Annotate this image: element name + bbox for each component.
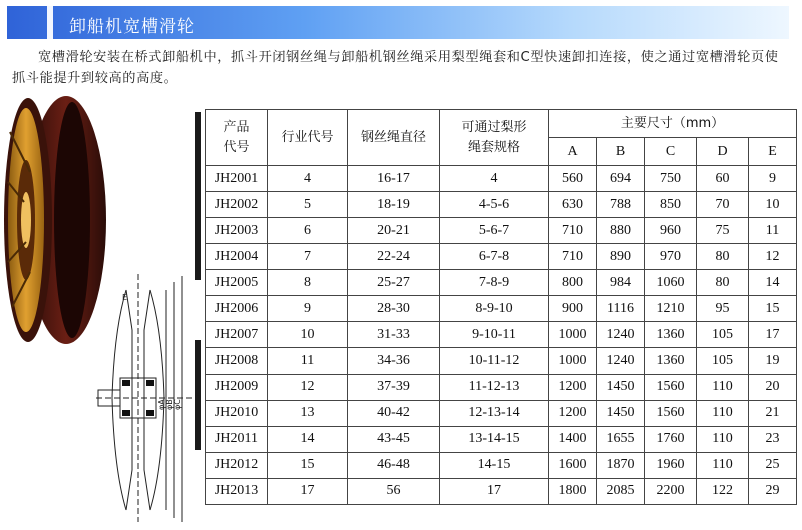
cell-product-code: JH2008 <box>206 348 268 374</box>
cell-dim-b: 694 <box>597 166 645 192</box>
cell-dim-a: 630 <box>549 192 597 218</box>
cell-industry-code: 6 <box>268 218 348 244</box>
cell-sleeve-spec: 5-6-7 <box>440 218 549 244</box>
cell-dim-e: 20 <box>749 374 797 400</box>
cell-dim-e: 25 <box>749 452 797 478</box>
header-dim-a: A <box>549 138 597 166</box>
cell-dim-e: 19 <box>749 348 797 374</box>
table-row <box>206 244 797 270</box>
cell-product-code: JH2003 <box>206 218 268 244</box>
cell-industry-code: 4 <box>268 166 348 192</box>
header-rope-diameter: 钢丝绳直径 <box>348 110 440 166</box>
cell-rope-diameter: 31-33 <box>348 322 440 348</box>
page-title: 卸船机宽槽滑轮 <box>69 17 195 37</box>
cell-sleeve-spec: 12-13-14 <box>440 400 549 426</box>
header-sleeve-line1: 可通过梨形 <box>461 119 527 135</box>
cell-rope-diameter: 37-39 <box>348 374 440 400</box>
dim-label-a: φA <box>157 399 166 410</box>
cell-dim-a: 900 <box>549 296 597 322</box>
cell-product-code: JH2001 <box>206 166 268 192</box>
cell-sleeve-spec: 8-9-10 <box>440 296 549 322</box>
cell-dim-b: 1655 <box>597 426 645 452</box>
cell-dim-a: 1200 <box>549 374 597 400</box>
cell-industry-code: 11 <box>268 348 348 374</box>
header-dim-c: C <box>645 138 697 166</box>
header-product-code-line2: 代号 <box>223 139 250 155</box>
header-accent-mark <box>47 6 53 39</box>
cell-dim-e: 23 <box>749 426 797 452</box>
cell-industry-code: 9 <box>268 296 348 322</box>
table-row <box>206 400 797 426</box>
cell-dim-b: 788 <box>597 192 645 218</box>
cell-dim-a: 800 <box>549 270 597 296</box>
header-sleeve-spec <box>440 110 549 166</box>
cell-dim-e: 10 <box>749 192 797 218</box>
cell-dim-c: 1360 <box>645 348 697 374</box>
cell-industry-code: 17 <box>268 478 348 504</box>
cell-dim-c: 1560 <box>645 374 697 400</box>
cell-rope-diameter: 22-24 <box>348 244 440 270</box>
cell-dim-d: 110 <box>697 452 749 478</box>
cell-sleeve-spec: 9-10-11 <box>440 322 549 348</box>
cell-dim-c: 1360 <box>645 322 697 348</box>
table-row <box>206 322 797 348</box>
cell-dim-e: 29 <box>749 478 797 504</box>
cell-dim-d: 110 <box>697 426 749 452</box>
cell-product-code: JH2013 <box>206 478 268 504</box>
cell-sleeve-spec: 4 <box>440 166 549 192</box>
cell-product-code: JH2006 <box>206 296 268 322</box>
cell-dim-a: 1000 <box>549 322 597 348</box>
cell-sleeve-spec: 17 <box>440 478 549 504</box>
cell-dim-b: 1240 <box>597 322 645 348</box>
spec-table-body <box>206 166 797 505</box>
cell-rope-diameter: 43-45 <box>348 426 440 452</box>
cell-dim-b: 890 <box>597 244 645 270</box>
cell-rope-diameter: 25-27 <box>348 270 440 296</box>
cell-rope-diameter: 46-48 <box>348 452 440 478</box>
table-row <box>206 348 797 374</box>
pulley-section-drawing <box>92 270 204 526</box>
cell-rope-diameter: 56 <box>348 478 440 504</box>
cell-industry-code: 15 <box>268 452 348 478</box>
cell-dim-c: 1060 <box>645 270 697 296</box>
cell-sleeve-spec: 11-12-13 <box>440 374 549 400</box>
cell-product-code: JH2010 <box>206 400 268 426</box>
table-row <box>206 218 797 244</box>
header-product-code <box>206 110 268 166</box>
cell-dim-e: 11 <box>749 218 797 244</box>
header-sleeve-line2: 绳套规格 <box>467 139 520 155</box>
cell-dim-a: 1000 <box>549 348 597 374</box>
cell-dim-a: 1600 <box>549 452 597 478</box>
cell-dim-d: 95 <box>697 296 749 322</box>
cell-dim-d: 105 <box>697 322 749 348</box>
cell-dim-e: 21 <box>749 400 797 426</box>
cell-dim-a: 710 <box>549 244 597 270</box>
cell-dim-c: 1560 <box>645 400 697 426</box>
table-row <box>206 166 797 192</box>
cell-dim-b: 984 <box>597 270 645 296</box>
cell-dim-e: 17 <box>749 322 797 348</box>
cell-dim-d: 60 <box>697 166 749 192</box>
cell-rope-diameter: 16-17 <box>348 166 440 192</box>
cell-dim-b: 2085 <box>597 478 645 504</box>
cell-dim-b: 880 <box>597 218 645 244</box>
cell-dim-c: 960 <box>645 218 697 244</box>
cell-industry-code: 7 <box>268 244 348 270</box>
dim-label-e: E <box>122 293 128 302</box>
cell-rope-diameter: 20-21 <box>348 218 440 244</box>
table-row <box>206 478 797 504</box>
cell-dim-c: 1210 <box>645 296 697 322</box>
cell-dim-b: 1116 <box>597 296 645 322</box>
header-main-dimensions: 主要尺寸（mm） <box>549 110 797 138</box>
cell-dim-d: 80 <box>697 270 749 296</box>
cell-sleeve-spec: 14-15 <box>440 452 549 478</box>
cell-sleeve-spec: 4-5-6 <box>440 192 549 218</box>
cell-product-code: JH2002 <box>206 192 268 218</box>
cell-sleeve-spec: 10-11-12 <box>440 348 549 374</box>
table-left-bar <box>195 112 201 280</box>
cell-dim-a: 710 <box>549 218 597 244</box>
cell-sleeve-spec: 7-8-9 <box>440 270 549 296</box>
table-row <box>206 296 797 322</box>
cell-dim-e: 14 <box>749 270 797 296</box>
cell-rope-diameter: 28-30 <box>348 296 440 322</box>
dim-label-b: φB <box>165 399 174 410</box>
cell-dim-a: 560 <box>549 166 597 192</box>
cell-dim-e: 12 <box>749 244 797 270</box>
dim-label-c: φC <box>173 399 182 410</box>
cell-industry-code: 10 <box>268 322 348 348</box>
cell-dim-b: 1870 <box>597 452 645 478</box>
cell-dim-d: 70 <box>697 192 749 218</box>
cell-dim-c: 850 <box>645 192 697 218</box>
cell-dim-e: 9 <box>749 166 797 192</box>
cell-dim-d: 75 <box>697 218 749 244</box>
cell-dim-a: 1400 <box>549 426 597 452</box>
cell-dim-b: 1450 <box>597 374 645 400</box>
cell-industry-code: 13 <box>268 400 348 426</box>
cell-dim-b: 1240 <box>597 348 645 374</box>
cell-dim-a: 1200 <box>549 400 597 426</box>
cell-rope-diameter: 34-36 <box>348 348 440 374</box>
cell-product-code: JH2012 <box>206 452 268 478</box>
header-dim-d: D <box>697 138 749 166</box>
header-industry-code: 行业代号 <box>268 110 348 166</box>
spec-table <box>205 109 797 505</box>
cell-industry-code: 14 <box>268 426 348 452</box>
cell-dim-d: 110 <box>697 400 749 426</box>
cell-dim-e: 15 <box>749 296 797 322</box>
intro-paragraph: 宽槽滑轮安装在桥式卸船机中，抓斗开闭钢丝绳与卸船机钢丝绳采用梨型绳套和C型快速卸扣连接，使之通过宽槽滑轮页使抓斗能提升到较高的高度。 <box>12 50 779 86</box>
cell-dim-d: 110 <box>697 374 749 400</box>
cell-industry-code: 5 <box>268 192 348 218</box>
cell-dim-d: 122 <box>697 478 749 504</box>
cell-industry-code: 12 <box>268 374 348 400</box>
cell-dim-c: 750 <box>645 166 697 192</box>
table-row <box>206 374 797 400</box>
cell-dim-c: 970 <box>645 244 697 270</box>
cell-product-code: JH2007 <box>206 322 268 348</box>
table-row <box>206 426 797 452</box>
cell-product-code: JH2004 <box>206 244 268 270</box>
cell-product-code: JH2009 <box>206 374 268 400</box>
cell-dim-a: 1800 <box>549 478 597 504</box>
header-dim-e: E <box>749 138 797 166</box>
cell-dim-c: 2200 <box>645 478 697 504</box>
table-row <box>206 270 797 296</box>
cell-sleeve-spec: 6-7-8 <box>440 244 549 270</box>
cell-sleeve-spec: 13-14-15 <box>440 426 549 452</box>
header-dim-b: B <box>597 138 645 166</box>
cell-rope-diameter: 18-19 <box>348 192 440 218</box>
cell-product-code: JH2005 <box>206 270 268 296</box>
table-left-bar <box>195 340 201 450</box>
cell-rope-diameter: 40-42 <box>348 400 440 426</box>
header-product-code-line1: 产品 <box>223 119 250 135</box>
cell-dim-b: 1450 <box>597 400 645 426</box>
cell-product-code: JH2011 <box>206 426 268 452</box>
cell-dim-c: 1760 <box>645 426 697 452</box>
cell-dim-d: 80 <box>697 244 749 270</box>
section-header-bar <box>7 6 789 39</box>
cell-dim-c: 1960 <box>645 452 697 478</box>
table-row <box>206 192 797 218</box>
table-row <box>206 452 797 478</box>
cell-dim-d: 105 <box>697 348 749 374</box>
cell-industry-code: 8 <box>268 270 348 296</box>
